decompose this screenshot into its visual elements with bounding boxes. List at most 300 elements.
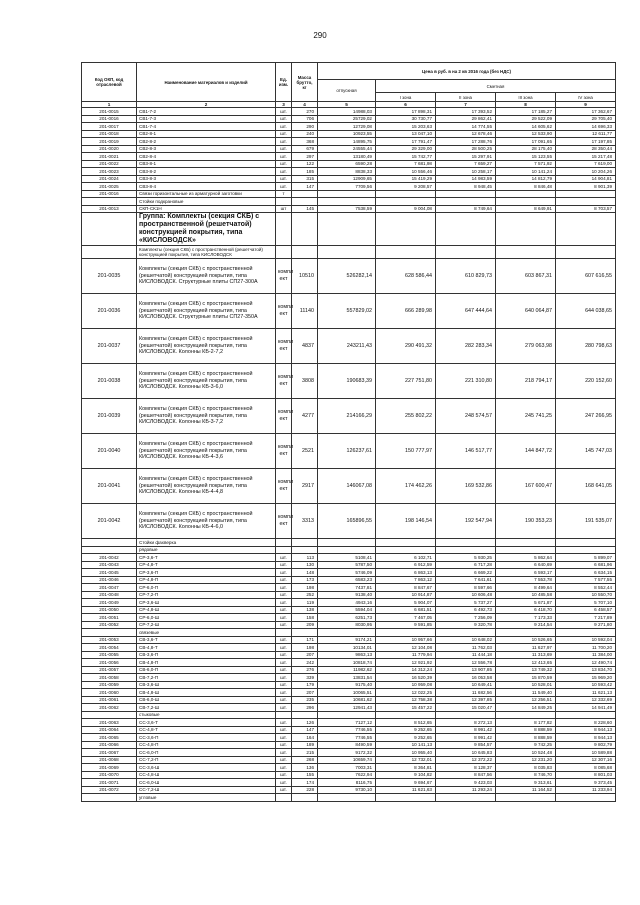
item-name: СВ-4,8-Т [137, 644, 276, 652]
price-zone-4 [556, 198, 616, 206]
price-zone-3 [496, 190, 556, 198]
price-zone-4: 8 228,60 [556, 719, 616, 727]
item-name: СС-7,2-Ш [137, 786, 276, 794]
price-zone-2 [436, 546, 496, 554]
price-zone-2: 17 393,52 [436, 108, 496, 116]
item-name: Комплекты (секция СКБ) с пространственной (решетчатой) конструкцией покрытия, типа КИСЛОВОДСК. Структурные плиты СП27-350А [137, 294, 276, 329]
item-unit: шт. [276, 145, 292, 153]
price-release: 5594,04 [318, 606, 376, 614]
price-zone-3: 640 064,87 [496, 294, 556, 329]
item-code: 201-0067 [82, 749, 137, 757]
price-zone-4: 8 944,13 [556, 734, 616, 742]
price-release: 8116,75 [318, 779, 376, 787]
item-code: 201-0020 [82, 145, 137, 153]
item-code [82, 213, 137, 246]
item-code: 201-0051 [82, 614, 137, 622]
price-zone-1: 7 681,98 [376, 160, 436, 168]
price-zone-3: 218 794,17 [496, 364, 556, 399]
item-mass: 276 [292, 666, 318, 674]
price-release: 7622,94 [318, 771, 376, 779]
item-name: СР-7,2-П [137, 591, 276, 599]
price-zone-3: 15 870,59 [496, 674, 556, 682]
price-zone-4: 247 266,95 [556, 399, 616, 434]
item-code: 201-0061 [82, 696, 137, 704]
item-name: СВ3-8-4 [137, 183, 276, 191]
item-mass: 290 [292, 123, 318, 131]
price-zone-4: 17 197,85 [556, 138, 616, 146]
price-zone-2: 192 547,94 [436, 504, 496, 539]
price-release [318, 213, 376, 246]
price-zone-1: 9 591,85 [376, 621, 436, 629]
price-zone-1: 10 955,40 [376, 749, 436, 757]
item-name: СВ-7,2-Ш [137, 704, 276, 712]
item-name: Комплекты (секция СКБ) с пространственной (решетчатой) конструкцией покрытия, типа КИСЛОВОДСК [137, 246, 276, 259]
price-release: 6583,23 [318, 576, 376, 584]
price-zone-2: 6 492,73 [436, 606, 496, 614]
header-release: отпускная [318, 80, 376, 102]
section-row [82, 629, 616, 637]
item-code: 201-0072 [82, 786, 137, 794]
price-release [318, 246, 376, 259]
table-row [82, 561, 616, 569]
table-row [82, 681, 616, 689]
item-code: 201-0063 [82, 719, 137, 727]
item-mass: 11140 [292, 294, 318, 329]
item-code: 201-0066 [82, 741, 137, 749]
item-unit: шт. [276, 764, 292, 772]
price-release: 243211,43 [318, 329, 376, 364]
table-row [82, 145, 616, 153]
price-release: 9730,10 [318, 786, 376, 794]
price-zone-2 [436, 539, 496, 547]
price-zone-2: 8 991,42 [436, 734, 496, 742]
price-zone-2: 13 907,85 [436, 666, 496, 674]
price-zone-2: 17 288,76 [436, 138, 496, 146]
price-zone-2: 8 597,66 [436, 584, 496, 592]
item-name: СР-6,0-П [137, 584, 276, 592]
table-row [82, 569, 616, 577]
header-zone-3: III зона [496, 93, 556, 102]
item-name: СВ-6,0-П [137, 666, 276, 674]
item-code: 201-0071 [82, 779, 137, 787]
section-row [82, 546, 616, 554]
item-code: 201-0053 [82, 636, 137, 644]
item-mass: 158 [292, 614, 318, 622]
price-zone-2: 146 517,77 [436, 434, 496, 469]
item-unit: шт. [276, 741, 292, 749]
item-unit: шт. [276, 614, 292, 622]
item-code: 201-0056 [82, 659, 137, 667]
table-row [82, 659, 616, 667]
price-zone-3: 8 846,48 [496, 183, 556, 191]
item-code [82, 629, 137, 637]
price-zone-2 [436, 711, 496, 719]
price-release: 526282,14 [318, 259, 376, 294]
price-zone-3 [496, 546, 556, 554]
item-unit: шт. [276, 704, 292, 712]
price-zone-3: 8 888,59 [496, 734, 556, 742]
column-number: 9 [556, 102, 616, 108]
price-zone-2: 15 020,47 [436, 704, 496, 712]
item-unit [276, 198, 292, 206]
table-row [82, 651, 616, 659]
item-unit: шт. [276, 756, 292, 764]
item-name: СР-4,8-П [137, 576, 276, 584]
column-number: 2 [137, 102, 276, 108]
item-mass [292, 246, 318, 259]
price-zone-4 [556, 213, 616, 246]
item-unit: шт. [276, 123, 292, 131]
header-name: Наименование материалов и изделий [137, 63, 276, 102]
table-row [82, 329, 616, 364]
price-zone-3: 9 313,61 [496, 779, 556, 787]
item-code: 201-0060 [82, 689, 137, 697]
item-name: СС-6,0-П [137, 749, 276, 757]
item-name: СВ2-8-4 [137, 153, 276, 161]
section-row [82, 794, 616, 802]
price-release: 190683,39 [318, 364, 376, 399]
price-release: 6251,73 [318, 614, 376, 622]
table-row [82, 666, 616, 674]
price-zone-4: 145 747,03 [556, 434, 616, 469]
item-mass: 679 [292, 145, 318, 153]
item-mass: 136 [292, 764, 318, 772]
price-zone-1: 12 732,01 [376, 756, 436, 764]
price-zone-2: 9 854,57 [436, 741, 496, 749]
price-zone-3 [496, 246, 556, 259]
price-release: 7003,31 [318, 764, 376, 772]
price-zone-4: 9 373,45 [556, 779, 616, 787]
item-unit: шт. [276, 726, 292, 734]
item-code: 201-0042 [82, 504, 137, 539]
item-unit: шт. [276, 734, 292, 742]
item-name: СВ-3,6-П [137, 651, 276, 659]
price-zone-4: 9 802,79 [556, 741, 616, 749]
item-name: СР-4,8-Ш [137, 606, 276, 614]
price-zone-2: 7 641,61 [436, 576, 496, 584]
item-name: Стойки подкрановые [137, 198, 276, 206]
item-name: СВ2-8-2 [137, 138, 276, 146]
item-name: СВ1-7-4 [137, 123, 276, 131]
price-zone-4: 7 619,00 [556, 160, 616, 168]
price-zone-1: 29 329,00 [376, 145, 436, 153]
item-code [82, 546, 137, 554]
item-code: 201-0062 [82, 704, 137, 712]
price-zone-3: 10 524,48 [496, 749, 556, 757]
table-row [82, 130, 616, 138]
price-zone-1: 9 104,82 [376, 771, 436, 779]
item-mass: 252 [292, 591, 318, 599]
price-zone-3: 14 812,79 [496, 175, 556, 183]
table-row [82, 636, 616, 644]
item-mass [292, 539, 318, 547]
price-zone-1: 15 419,29 [376, 175, 436, 183]
item-unit: шт. [276, 115, 292, 123]
price-zone-4: 11 700,20 [556, 644, 616, 652]
column-number: 6 [376, 102, 436, 108]
price-zone-2: 610 829,73 [436, 259, 496, 294]
table-row [82, 741, 616, 749]
item-mass: 145 [292, 205, 318, 213]
price-zone-3: 190 353,23 [496, 504, 556, 539]
price-zone-1: 15 742,77 [376, 153, 436, 161]
price-zone-4 [556, 546, 616, 554]
item-mass: 119 [292, 599, 318, 607]
price-zone-2: 282 283,34 [436, 329, 496, 364]
price-zone-3 [496, 198, 556, 206]
item-name: СВ-4,8-Ш [137, 689, 276, 697]
price-zone-3: 11 549,40 [496, 689, 556, 697]
price-zone-1: 628 586,44 [376, 259, 436, 294]
price-zone-1: 9 004,08 [376, 205, 436, 213]
price-zone-1: 8 364,81 [376, 764, 436, 772]
item-mass: 147 [292, 183, 318, 191]
price-zone-4: 11 233,94 [556, 786, 616, 794]
price-zone-4: 191 535,07 [556, 504, 616, 539]
price-zone-1: 10 959,08 [376, 681, 436, 689]
price-zone-2: 169 532,86 [436, 469, 496, 504]
item-mass: 147 [292, 726, 318, 734]
item-unit [276, 246, 292, 259]
item-name: СВ3-8-3 [137, 175, 276, 183]
item-unit: шт. [276, 719, 292, 727]
price-zone-4: 280 798,63 [556, 329, 616, 364]
price-zone-4: 10 593,42 [556, 681, 616, 689]
item-mass: 155 [292, 771, 318, 779]
price-zone-3 [496, 629, 556, 637]
price-zone-1: 8 847,67 [376, 584, 436, 592]
item-code: 201-0054 [82, 644, 137, 652]
item-code: 201-0018 [82, 130, 137, 138]
price-zone-2: 6 717,28 [436, 561, 496, 569]
item-unit: шт. [276, 138, 292, 146]
item-unit: компл ект [276, 364, 292, 399]
price-zone-2: 10 606,48 [436, 591, 496, 599]
item-code: 201-0068 [82, 756, 137, 764]
item-mass: 185 [292, 168, 318, 176]
price-zone-2: 28 500,25 [436, 145, 496, 153]
item-code: 201-0019 [82, 138, 137, 146]
price-release: 5108,41 [318, 554, 376, 562]
price-release: 8030,95 [318, 621, 376, 629]
item-code: 201-0059 [82, 681, 137, 689]
price-zone-1 [376, 629, 436, 637]
price-zone-4: 7 577,55 [556, 576, 616, 584]
price-zone-3: 13 749,32 [496, 666, 556, 674]
item-mass [292, 629, 318, 637]
price-zone-1: 9 252,65 [376, 734, 436, 742]
price-zone-2: 8 749,64 [436, 205, 496, 213]
table-row [82, 591, 616, 599]
price-zone-3: 7 173,33 [496, 614, 556, 622]
price-zone-3: 7 571,92 [496, 160, 556, 168]
table-row [82, 469, 616, 504]
item-code: 201-0045 [82, 569, 137, 577]
item-unit: шт. [276, 779, 292, 787]
price-zone-2: 8 847,56 [436, 771, 496, 779]
table-row [82, 719, 616, 727]
table-row [82, 108, 616, 116]
table-row [82, 294, 616, 329]
item-unit: шт. [276, 168, 292, 176]
column-number: 3 [276, 102, 292, 108]
item-mass: 179 [292, 681, 318, 689]
item-mass: 138 [292, 606, 318, 614]
price-zone-2: 12 678,46 [436, 130, 496, 138]
price-zone-3: 8 649,91 [496, 205, 556, 213]
price-zone-1: 14 312,24 [376, 666, 436, 674]
price-zone-4: 14 696,33 [556, 123, 616, 131]
item-mass: 2917 [292, 469, 318, 504]
price-zone-2: 9 423,03 [436, 779, 496, 787]
table-row [82, 504, 616, 539]
item-code: 201-0069 [82, 764, 137, 772]
item-mass: 122 [292, 160, 318, 168]
item-name: Комплекты (секция СКБ) с пространственной (решетчатой) конструкцией покрытия, типа КИСЛОВОДСК. Колонны КБ-3-7,2 [137, 399, 276, 434]
price-zone-4: 644 038,65 [556, 294, 616, 329]
table-row [82, 689, 616, 697]
item-unit [276, 539, 292, 547]
price-zone-4: 168 641,05 [556, 469, 616, 504]
price-zone-1: 12 921,92 [376, 659, 436, 667]
price-zone-2: 11 293,24 [436, 786, 496, 794]
price-zone-2: 11 682,56 [436, 689, 496, 697]
item-unit: шт. [276, 599, 292, 607]
price-zone-1: 15 203,63 [376, 123, 436, 131]
price-release [318, 546, 376, 554]
price-zone-2: 7 256,09 [436, 614, 496, 622]
item-code: 201-0039 [82, 399, 137, 434]
price-zone-1: 7 863,12 [376, 576, 436, 584]
item-unit [276, 629, 292, 637]
price-zone-4: 13 834,70 [556, 666, 616, 674]
price-zone-3 [496, 794, 556, 802]
item-mass: 198 [292, 644, 318, 652]
price-zone-2: 14 774,55 [436, 123, 496, 131]
item-unit: шт. [276, 659, 292, 667]
price-zone-4 [556, 190, 616, 198]
item-mass: 198 [292, 584, 318, 592]
item-unit [276, 794, 292, 802]
price-zone-1: 11 621,63 [376, 786, 436, 794]
price-zone-1 [376, 711, 436, 719]
item-mass: 4837 [292, 329, 318, 364]
price-zone-2: 16 053,58 [436, 674, 496, 682]
price-zone-3: 12 533,90 [496, 130, 556, 138]
price-zone-2: 647 444,64 [436, 294, 496, 329]
price-release: 14895,75 [318, 138, 376, 146]
price-zone-1 [376, 198, 436, 206]
price-zone-3: 15 123,55 [496, 153, 556, 161]
section-row [82, 711, 616, 719]
price-zone-3: 9 214,54 [496, 621, 556, 629]
price-zone-4: 10 550,70 [556, 591, 616, 599]
price-zone-2: 29 862,41 [436, 115, 496, 123]
item-mass: 164 [292, 734, 318, 742]
item-unit: компл ект [276, 504, 292, 539]
item-unit: шт. [276, 786, 292, 794]
price-zone-4: 14 904,81 [556, 175, 616, 183]
table-row [82, 786, 616, 794]
price-zone-1: 255 802,22 [376, 399, 436, 434]
price-zone-2: 8 991,42 [436, 726, 496, 734]
price-zone-1: 12 104,08 [376, 644, 436, 652]
header-estimate: Сметная [376, 80, 616, 93]
item-unit: шт. [276, 554, 292, 562]
item-name: связевые [137, 629, 276, 637]
price-zone-4 [556, 711, 616, 719]
price-zone-2: 14 983,59 [436, 175, 496, 183]
table-row [82, 138, 616, 146]
price-zone-1: 15 457,22 [376, 704, 436, 712]
price-zone-1: 227 751,80 [376, 364, 436, 399]
item-name: Комплекты (секция СКБ) с пространственной (решетчатой) конструкцией покрытия, типа КИСЛОВОДСК. Колонны КБ-3-6,0 [137, 364, 276, 399]
item-unit: шт. [276, 651, 292, 659]
item-code: 201-0025 [82, 183, 137, 191]
item-unit: компл ект [276, 469, 292, 504]
price-zone-4: 8 801,03 [556, 771, 616, 779]
item-mass [292, 711, 318, 719]
header-zone-1: I зона [376, 93, 436, 102]
item-mass [292, 546, 318, 554]
item-name: СВ2-8-1 [137, 130, 276, 138]
price-zone-4 [556, 539, 616, 547]
price-release: 10659,74 [318, 756, 376, 764]
item-name: Стойки фахверка [137, 539, 276, 547]
price-release: 10818,74 [318, 659, 376, 667]
price-zone-1: 10 141,13 [376, 741, 436, 749]
price-zone-2: 6 669,22 [436, 569, 496, 577]
table-row [82, 175, 616, 183]
item-name: СС-4,8-Ш [137, 771, 276, 779]
price-release: 13180,49 [318, 153, 376, 161]
price-release: 12909,65 [318, 175, 376, 183]
item-code: 201-0022 [82, 160, 137, 168]
price-zone-3: 6 640,69 [496, 561, 556, 569]
price-zone-4: 11 621,13 [556, 689, 616, 697]
price-zone-4: 12 307,16 [556, 756, 616, 764]
table-row [82, 599, 616, 607]
price-zone-2 [436, 190, 496, 198]
item-name: СВ2-8-3 [137, 145, 276, 153]
table-row [82, 771, 616, 779]
price-zone-3 [496, 213, 556, 246]
item-code: 201-0015 [82, 108, 137, 116]
item-mass [292, 794, 318, 802]
price-release: 7746,55 [318, 734, 376, 742]
price-zone-4: 7 217,89 [556, 614, 616, 622]
header-zone-4: IV зона [556, 93, 616, 102]
price-release: 14988,03 [318, 108, 376, 116]
item-mass: 339 [292, 674, 318, 682]
price-zone-4: 8 901,39 [556, 183, 616, 191]
price-zone-3: 6 418,70 [496, 606, 556, 614]
group-heading-row [82, 213, 616, 246]
item-unit: компл ект [276, 434, 292, 469]
price-release: 7538,59 [318, 205, 376, 213]
item-mass: 235 [292, 696, 318, 704]
price-zone-2: 9 320,78 [436, 621, 496, 629]
price-zone-4: 15 217,48 [556, 153, 616, 161]
item-mass [292, 213, 318, 246]
table-row [82, 696, 616, 704]
table-row [82, 246, 616, 259]
item-mass: 315 [292, 175, 318, 183]
item-unit: шт. [276, 749, 292, 757]
item-mass: 4277 [292, 399, 318, 434]
item-unit: шт. [276, 674, 292, 682]
price-zone-1: 290 491,32 [376, 329, 436, 364]
